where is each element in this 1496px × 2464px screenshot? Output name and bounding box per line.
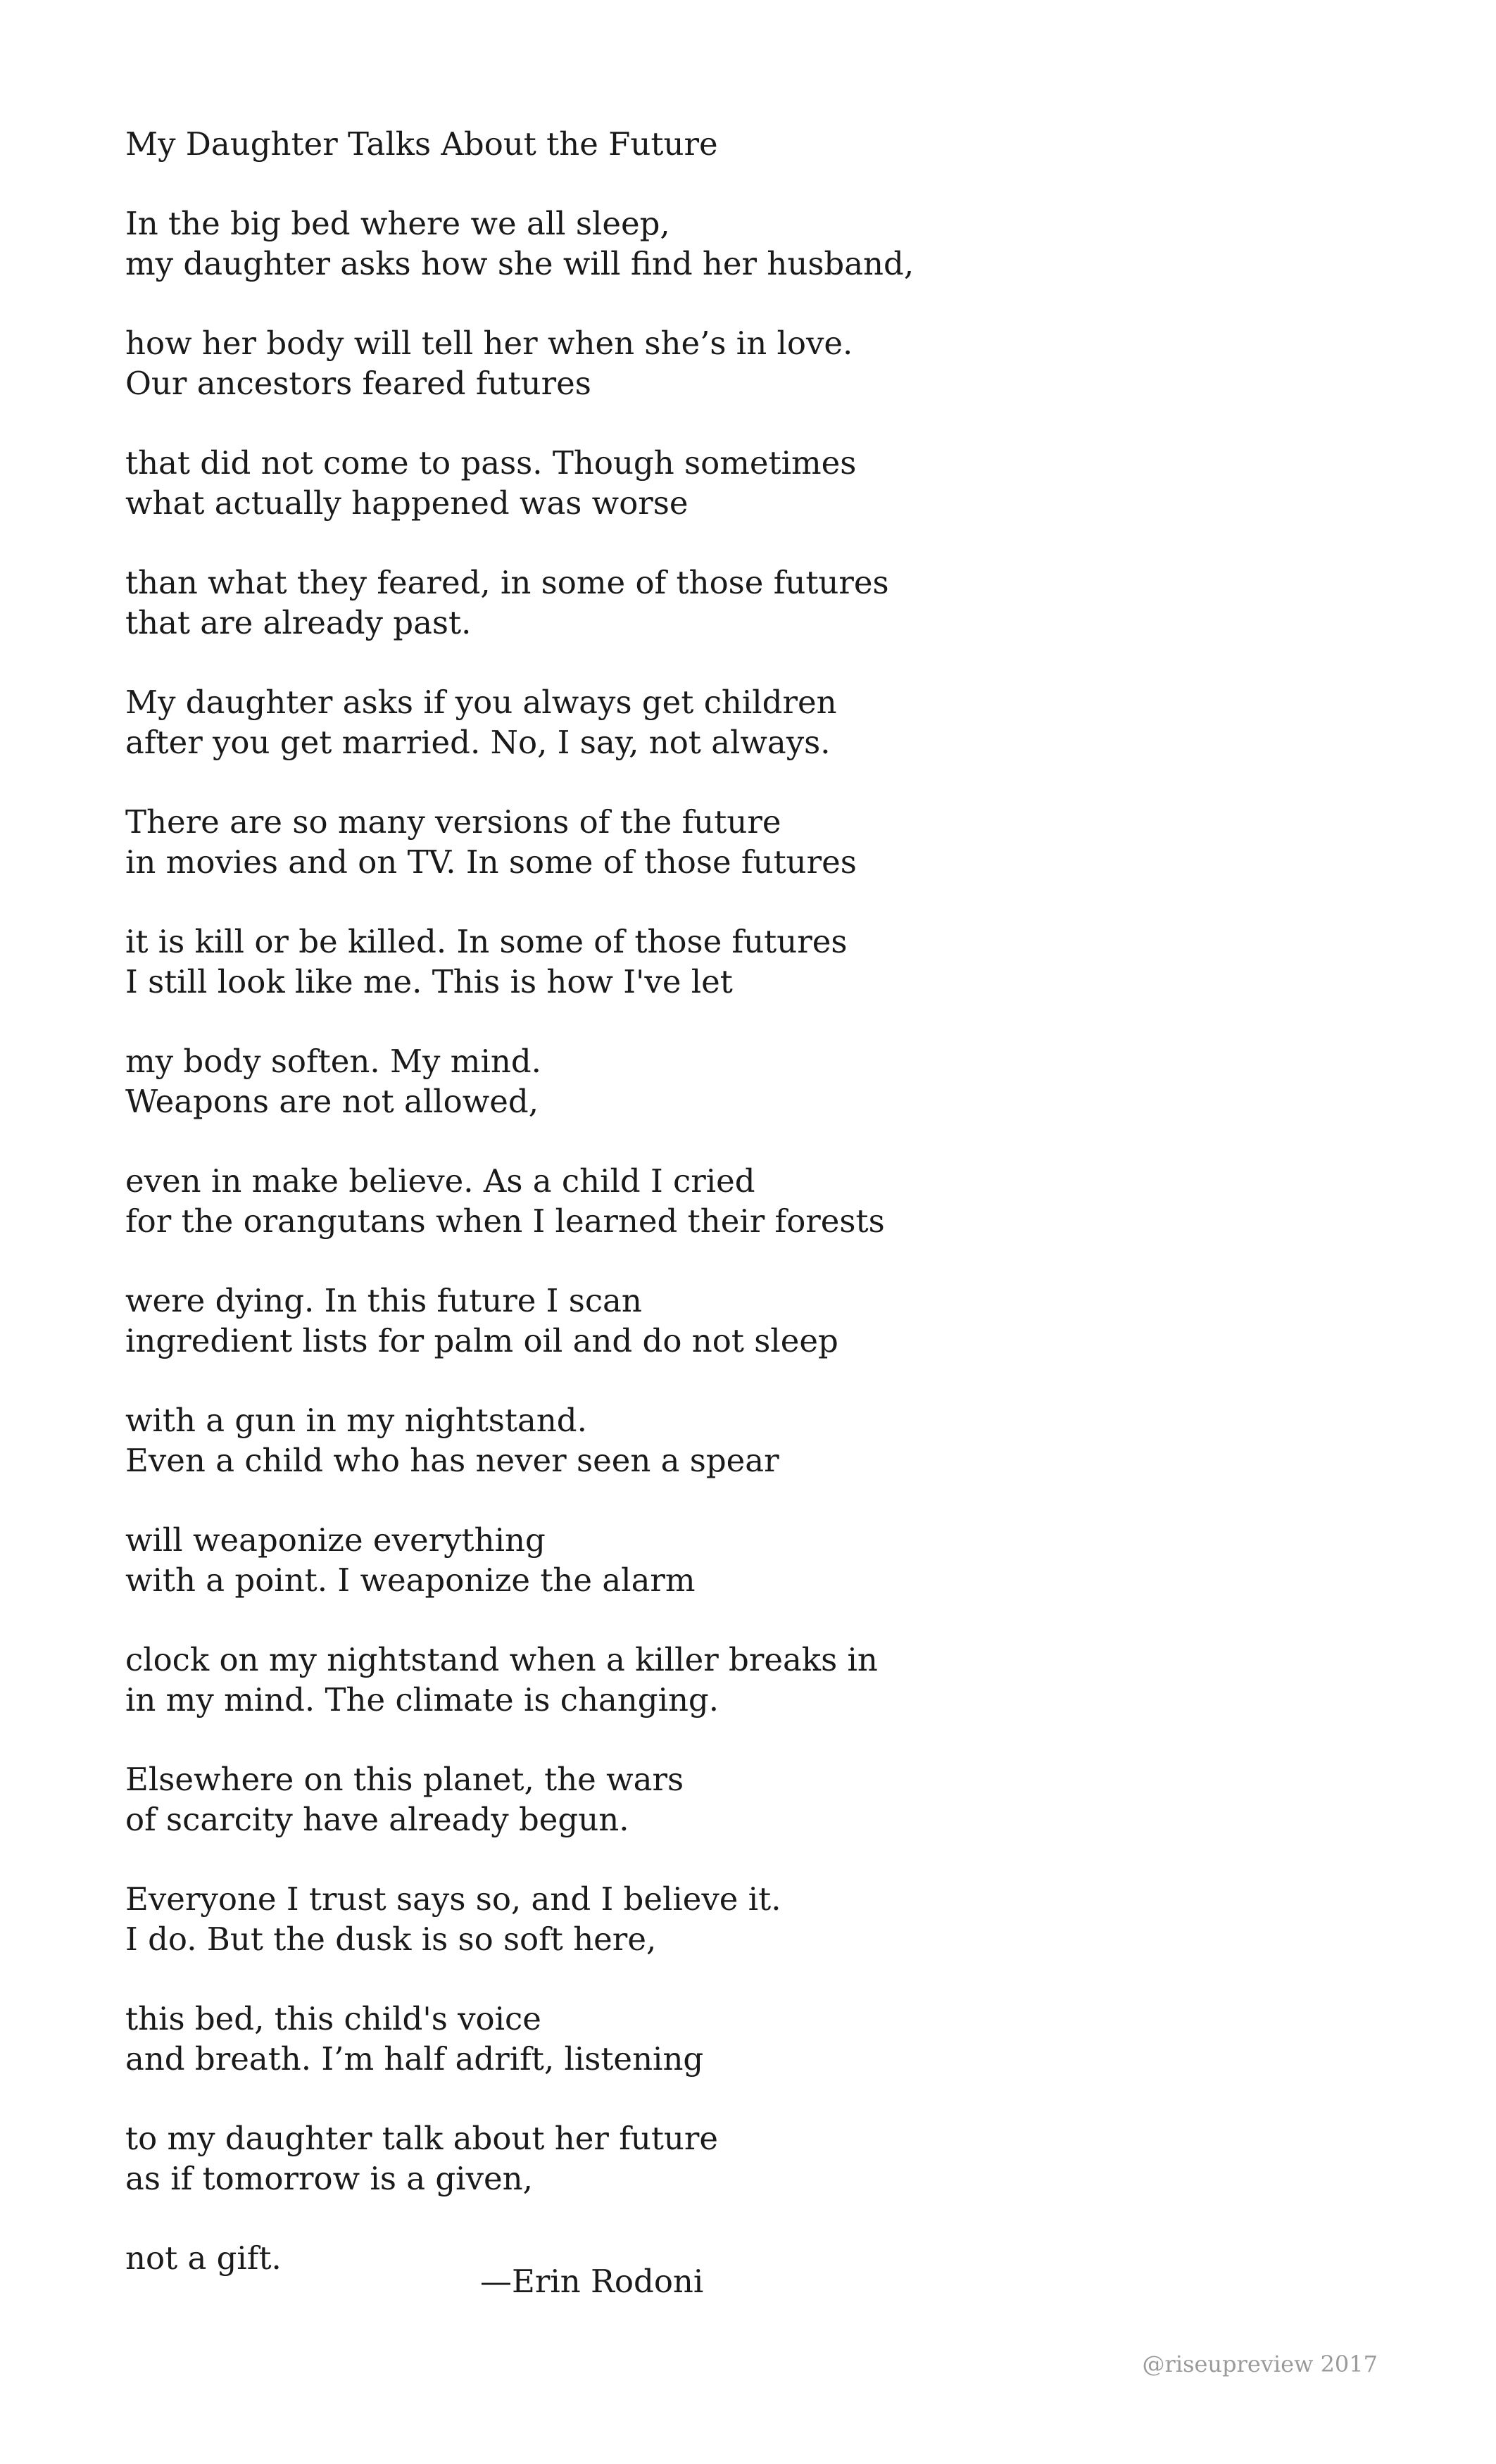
stanza-8 (125, 1041, 1393, 1121)
stanza-1 (125, 203, 1393, 284)
poem-line: In the big bed where we all sleep, (125, 205, 670, 242)
poem-line: Elsewhere on this planet, the wars (125, 1761, 684, 1798)
stanza-10 (125, 1281, 1393, 1361)
poem-line: Even a child who has never seen a spear (125, 1442, 779, 1479)
poem-line: after you get married. No, I say, not always. (125, 724, 831, 761)
poem-line: that are already past. (125, 604, 472, 641)
stanza-17 (125, 2118, 1393, 2199)
stanza-4 (125, 562, 1393, 643)
poem-line: Our ancestors feared futures (125, 365, 591, 402)
poem-author: —Erin Rodoni (480, 2263, 704, 2300)
poem-line: were dying. In this future I scan (125, 1282, 642, 1319)
poem-line: I still look like me. This is how I've let (125, 963, 733, 1000)
poem-line: Weapons are not allowed, (125, 1083, 539, 1120)
poem-line: with a point. I weaponize the alarm (125, 1561, 696, 1599)
credit-watermark: @riseupreview 2017 (1142, 2351, 1378, 2377)
stanza-14 (125, 1759, 1393, 1840)
stanza-12 (125, 1520, 1393, 1600)
stanza-2 (125, 323, 1393, 403)
stanza-13 (125, 1640, 1393, 1720)
stanza-11 (125, 1400, 1393, 1481)
poem-line: with a gun in my nightstand. (125, 1402, 587, 1439)
poem-line: what actually happened was worse (125, 484, 689, 522)
poem-line: ingredient lists for palm oil and do not sleep (125, 1322, 838, 1359)
poem-line: that did not come to pass. Though sometimes (125, 444, 857, 482)
poem-line: for the orangutans when I learned their forests (125, 1202, 885, 1240)
poem-line: in movies and on TV. In some of those futures (125, 843, 857, 881)
poem-line: than what they feared, in some of those futures (125, 564, 889, 601)
stanza-15 (125, 1879, 1393, 1959)
poem-line: There are so many versions of the future (125, 803, 781, 841)
poem-line: my body soften. My mind. (125, 1043, 541, 1080)
poem-line: in my mind. The climate is changing. (125, 1681, 719, 1718)
poem-line: Everyone I trust says so, and I believe it. (125, 1880, 781, 1918)
poem-line: even in make believe. As a child I cried (125, 1162, 755, 1200)
poem-line: my daughter asks how she will find her husband, (125, 245, 914, 282)
poem-line: how her body will tell her when she’s in love. (125, 325, 853, 362)
stanza-18 (125, 2238, 1393, 2278)
poem-line: this bed, this child's voice (125, 2000, 541, 2037)
poem-line: I do. But the dusk is so soft here, (125, 1921, 657, 1958)
poem-line: will weaponize everything (125, 1521, 546, 1559)
poem-line: as if tomorrow is a given, (125, 2160, 533, 2197)
stanza-6 (125, 802, 1393, 882)
stanza-3 (125, 443, 1393, 523)
stanza-7 (125, 922, 1393, 1002)
stanza-16 (125, 1999, 1393, 2079)
poem (125, 124, 1393, 2278)
poem-line: and breath. I’m half adrift, listening (125, 2040, 704, 2078)
poem-title: My Daughter Talks About the Future (125, 125, 718, 163)
stanza-9 (125, 1161, 1393, 1241)
poem-line: My daughter asks if you always get children (125, 684, 837, 721)
poem-line: to my daughter talk about her future (125, 2120, 719, 2157)
stanza-5 (125, 682, 1393, 762)
poem-line: clock on my nightstand when a killer breaks in (125, 1641, 878, 1678)
poem-line: not a gift. (125, 2239, 282, 2277)
poem-line: it is kill or be killed. In some of those futures (125, 923, 848, 960)
poem-line: of scarcity have already begun. (125, 1801, 629, 1838)
